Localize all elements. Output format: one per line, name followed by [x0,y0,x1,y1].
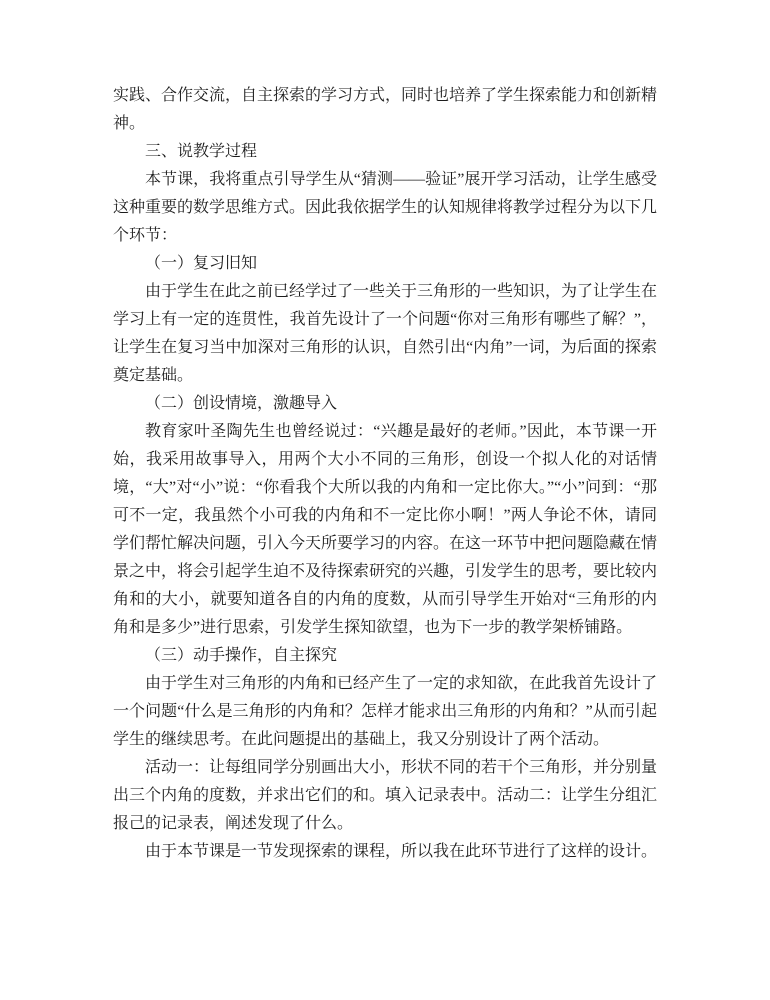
document-body [113,82,657,866]
paragraph: 由于学生在此之前已经学过了一些关于三角形的一些知识，为了让学生在学习上有一定的连贯性，我首先设计了一个问题“你对三角形有哪些了解？”，让学生在复习当中加深对三角形的认识，自然引出“内角”一词，为后面的探索奠定基础。 [113,283,658,384]
subsection-heading: （三）动手操作，自主探究 [145,647,338,664]
paragraph: 本节课，我将重点引导学生从“猜测——验证”展开学习活动，让学生感受这种重要的数学思维方式。因此我依据学生的认知规律将教学过程分为以下几个环节： [113,171,658,244]
paragraph-continuation: 实践、合作交流，自主探索的学习方式，同时也培养了学生探索能力和创新精神。 [113,87,658,132]
subsection-heading: （一）复习旧知 [145,255,258,272]
paragraph: 由于学生对三角形的内角和已经产生了一定的求知欲，在此我首先设计了一个问题“什么是三角形的内角和？怎样才能求出三角形的内角和？”从而引起学生的继续思考。在此问题提出的基础上，我又分别设计了两个活动。 [113,675,658,748]
paragraph: 由于本节课是一节发现探索的课程，所以我在此环节进行了这样的设计。 [145,843,658,860]
subsection-heading: （二）创设情境，激趣导入 [145,395,338,412]
paragraph: 活动一：让每组同学分别画出大小，形状不同的若干个三角形，并分别量出三个内角的度数，并求出它们的和。填入记录表中。活动二：让学生分组汇报己的记录表，阐述发现了什么。 [113,759,658,832]
paragraph: 教育家叶圣陶先生也曾经说过：“兴趣是最好的老师。”因此，本节课一开始，我采用故事导入，用两个大小不同的三角形，创设一个拟人化的对话情境，“大”对“小”说：“你看我个大所以我的内角和一定比你大。”“小”问到：“那可不一定，我虽然个小可我的内角和不一定比你小啊！”两人争论不休，请同学们帮忙解决问题，引入今天所要学习的内容。在这一环节中把问题隐藏在情景之中，将会引起学生迫不及待探索研究的兴趣，引发学生的思考，要比较内角和的大小，就要知道各自的内角的度数，从而引导学生开始对“三角形的内角和是多少”进行思索，引发学生探知欲望，也为下一步的教学架桥铺路。 [113,423,658,636]
section-heading: 三、说教学过程 [145,143,258,160]
